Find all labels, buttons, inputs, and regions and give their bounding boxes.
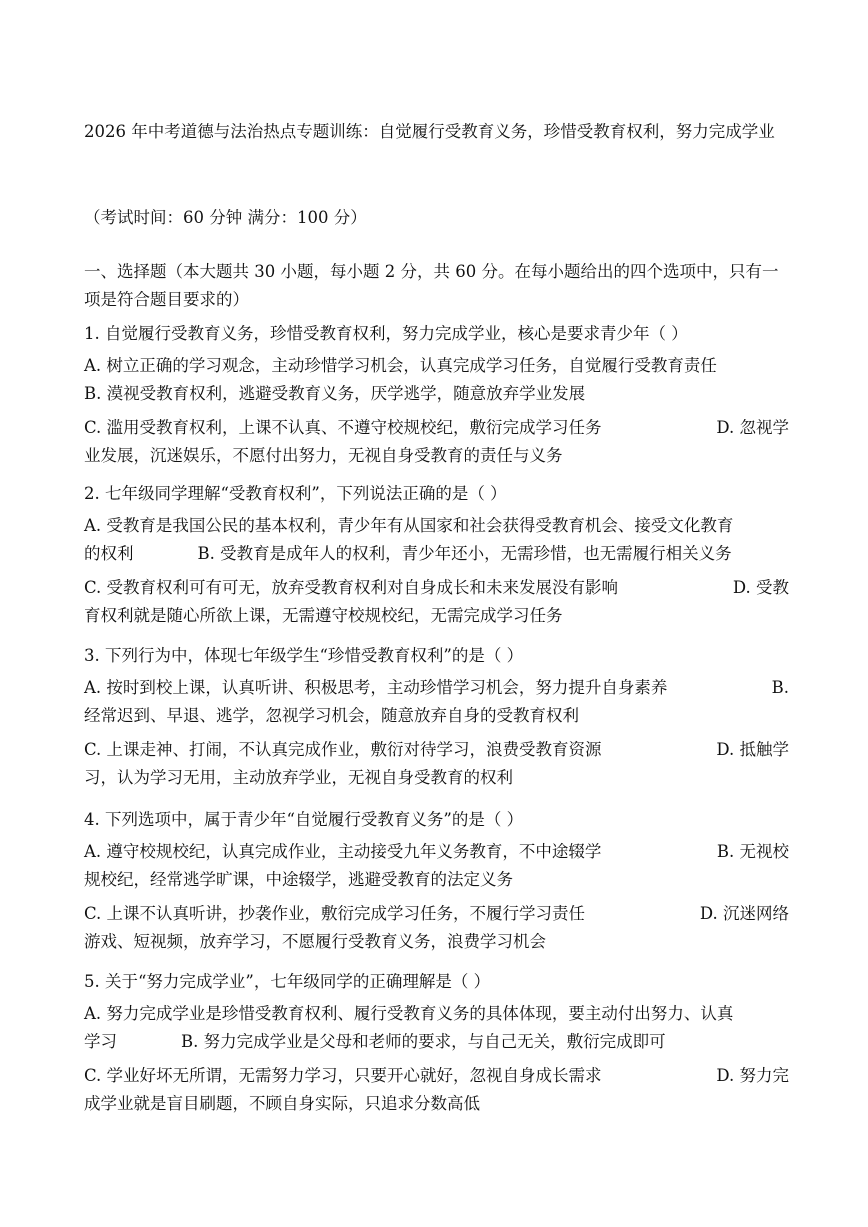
question-4	[84, 806, 789, 956]
option-d-continued: 育权利就是随心所欲上课，无需遵守校规校纪，无需完成学习任务	[84, 606, 563, 625]
option-a: A. 遵守校规校纪，认真完成作业，主动接受九年义务教育，不中途辍学	[84, 842, 602, 861]
option-c: C. 上课走神、打闹，不认真完成作业，敷衍对待学习，浪费受教育资源	[84, 740, 602, 759]
question-3	[84, 642, 789, 792]
option-b: B. 漠视受教育权利，逃避受教育义务，厌学逃学，随意放弃学业发展	[84, 384, 586, 403]
option-c: C. 受教育权利可有可无，放弃受教育权利对自身成长和未来发展没有影响	[84, 578, 619, 597]
option-a: A. 努力完成学业是珍惜受教育权利、履行受教育义务的具体体现，要主动付出努力、认真	[84, 1004, 734, 1023]
option-row-cd	[84, 1062, 789, 1090]
option-b-continued: 经常迟到、早退、逃学，忽视学习机会，随意放弃自身的受教育权利	[84, 706, 579, 725]
option-d-continued: 业发展，沉迷娱乐，不愿付出努力，无视自身受教育的责任与义务	[84, 446, 563, 465]
section-heading: 一、选择题（本大题共 30 小题，每小题 2 分，共 60 分。在每小题给出的四个选项中，只有一项是符合题目要求的）	[84, 262, 779, 309]
option-row-cd	[84, 900, 789, 928]
option-row-cd	[84, 574, 789, 602]
option-row-cd	[84, 736, 789, 764]
option-c: C. 滥用受教育权利，上课不认真、不遵守校规校纪，敷衍完成学习任务	[84, 418, 602, 437]
option-row-ab	[84, 838, 789, 866]
option-c: C. 上课不认真听讲，抄袭作业，敷衍完成学习任务，不履行学习责任	[84, 904, 586, 923]
option-d: D. 沉迷网络	[699, 904, 789, 923]
option-d-continued: 游戏、短视频，放弃学习，不愿履行受教育义务，浪费学习机会	[84, 932, 546, 951]
option-a-continued: 学习	[84, 1032, 117, 1051]
option-d: D. 抵触学	[716, 740, 789, 759]
option-d-continued: 习，认为学习无用，主动放弃学业，无视自身受教育的权利	[84, 768, 513, 787]
document-title: 2026 年中考道德与法治热点专题训练：自觉履行受教育义务，珍惜受教育权利，努力完成学业	[84, 122, 775, 141]
option-b: B. 受教育是成年人的权利，青少年还小，无需珍惜，也无需履行相关义务	[197, 544, 732, 563]
option-d-continued: 成学业就是盲目刷题，不顾自身实际，只追求分数高低	[84, 1094, 480, 1113]
option-b-continued: 规校纪，经常逃学旷课，中途辍学，逃避受教育的法定义务	[84, 870, 513, 889]
exam-info: （考试时间：60 分钟 满分：100 分）	[84, 208, 367, 227]
question-5	[84, 968, 789, 1118]
option-a-continued: 的权利	[84, 544, 134, 563]
option-row-cd	[84, 414, 789, 442]
option-d: D. 受教	[732, 578, 789, 597]
document-page	[84, 0, 789, 1227]
option-b: B. 无视校	[716, 842, 789, 861]
option-c: C. 学业好坏无所谓，无需努力学习，只要开心就好，忽视自身成长需求	[84, 1066, 602, 1085]
question-stem: 4. 下列选项中，属于青少年“自觉履行受教育义务”的是（ ）	[84, 810, 524, 829]
option-row-ab	[84, 1028, 789, 1056]
option-row-ab	[84, 674, 789, 702]
question-stem: 3. 下列行为中，体现七年级学生“珍惜受教育权利”的是（ ）	[84, 646, 524, 665]
option-row-ab	[84, 540, 789, 568]
option-d: D. 忽视学	[716, 418, 789, 437]
question-stem: 5. 关于“努力完成学业”，七年级同学的正确理解是（ ）	[84, 972, 491, 991]
option-b: B. 努力完成学业是父母和老师的要求，与自己无关，敷衍完成即可	[181, 1032, 666, 1051]
option-a: A. 受教育是我国公民的基本权利，青少年有从国家和社会获得受教育机会、接受文化教育	[84, 516, 734, 535]
question-1	[84, 320, 789, 470]
option-a: A. 树立正确的学习观念，主动珍惜学习机会，认真完成学习任务，自觉履行受教育责任	[84, 356, 717, 375]
option-a: A. 按时到校上课，认真听讲、积极思考，主动珍惜学习机会，努力提升自身素养	[84, 678, 668, 697]
question-stem: 2. 七年级同学理解“受教育权利”，下列说法正确的是（ ）	[84, 484, 507, 503]
question-2	[84, 480, 789, 630]
option-b: B.	[771, 678, 789, 697]
option-d: D. 努力完	[716, 1066, 789, 1085]
question-stem: 1. 自觉履行受教育义务，珍惜受教育权利，努力完成学业，核心是要求青少年（ ）	[84, 324, 688, 343]
